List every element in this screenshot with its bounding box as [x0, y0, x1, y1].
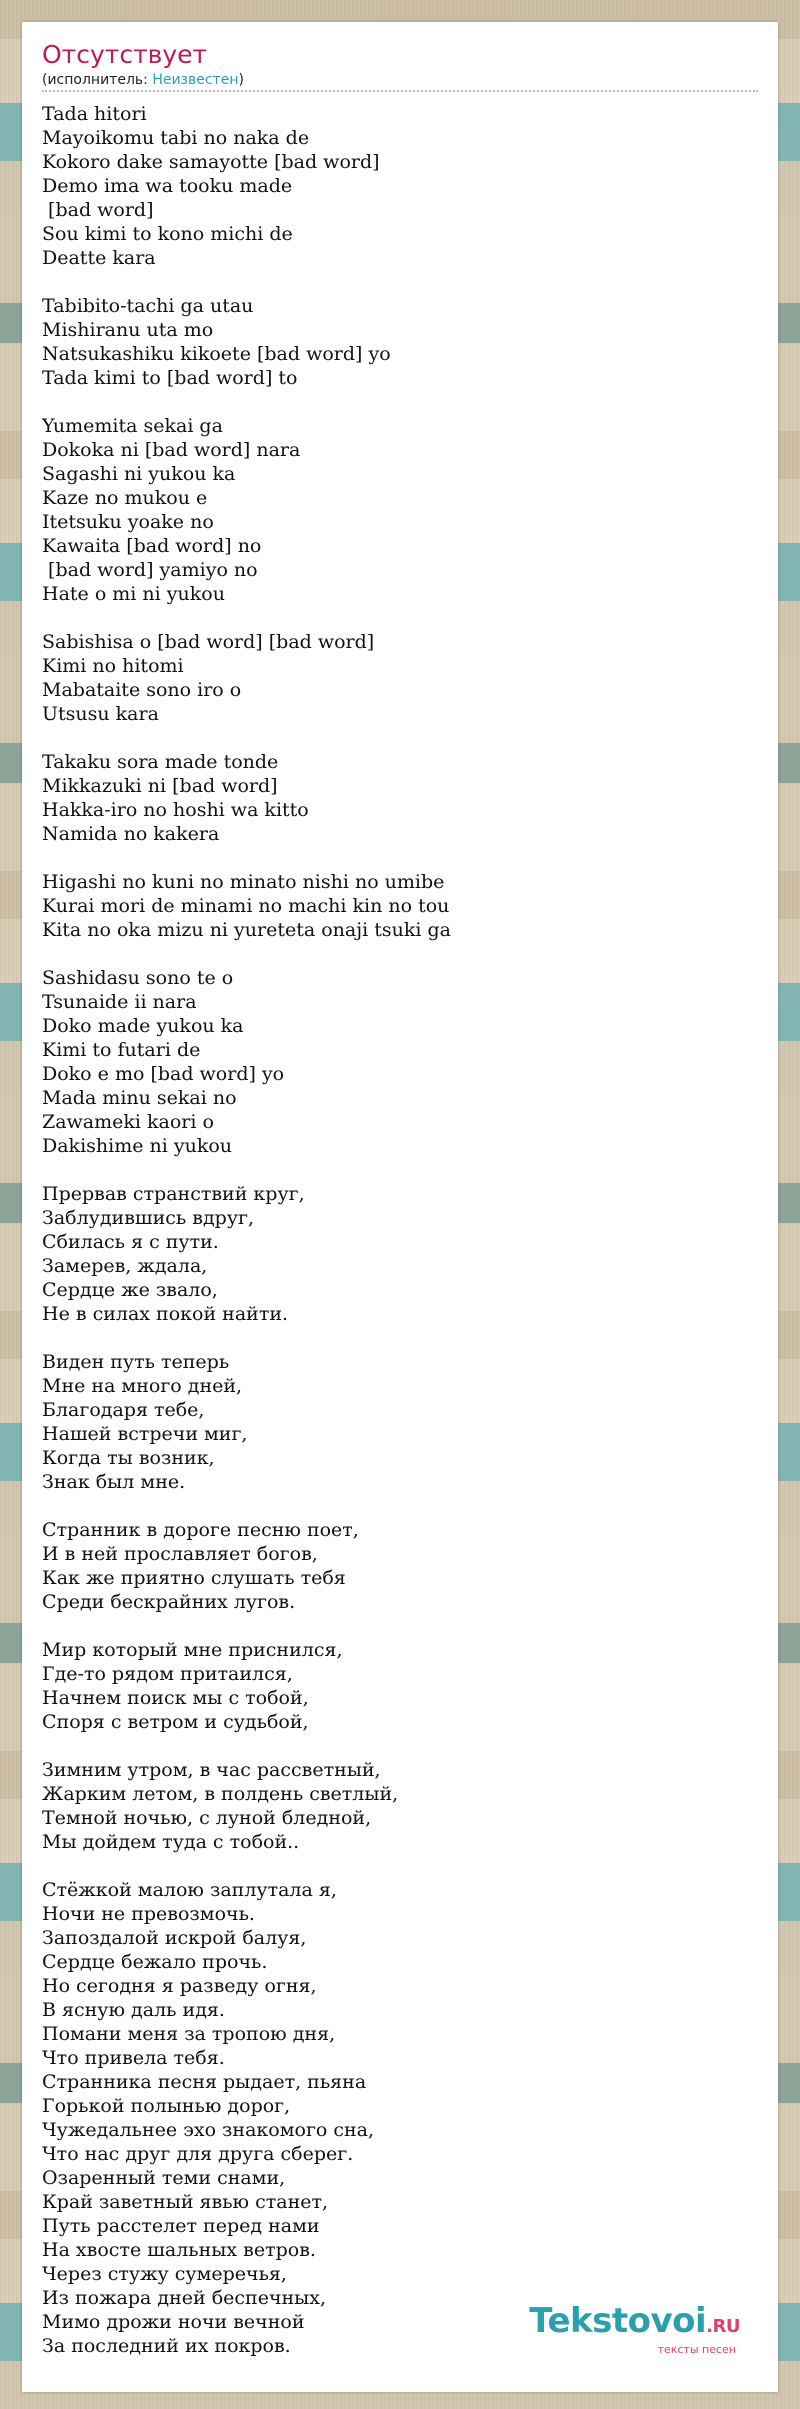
lyrics-line: Kokoro dake samayotte [bad word] [42, 151, 380, 173]
artist-suffix: ) [238, 72, 244, 88]
lyrics-stanza [42, 102, 758, 270]
lyrics-line: Yumemita sekai ga [42, 415, 223, 437]
lyrics-line: Mada minu sekai no [42, 1087, 237, 1109]
lyrics-line: Путь расстелет перед нами [42, 2215, 320, 2237]
lyrics-line: Demo ima wa tooku made [42, 175, 293, 197]
lyrics-line: Zawameki kaori o [42, 1111, 214, 1133]
lyrics-line: Сердце же звало, [42, 1279, 218, 1301]
lyrics-line: Natsukashiku kikoete [bad word] yo [42, 343, 391, 365]
lyrics-line: Странник в дороге песню поет, [42, 1519, 359, 1541]
lyrics-line: [bad word] yamiyo no [42, 559, 258, 581]
lyrics-line: В ясную даль идя. [42, 1999, 225, 2021]
lyrics-line: Tsunaide ii nara [42, 991, 197, 1013]
lyrics-line: Mayoikomu tabi no naka de [42, 127, 310, 149]
lyrics-stanza [42, 294, 758, 390]
lyrics-line: Takaku sora made tonde [42, 751, 279, 773]
lyrics-line: Озаренный теми снами, [42, 2167, 286, 2189]
lyrics-line: Как же приятно слушать тебя [42, 1567, 346, 1589]
lyrics-line: Kita no oka mizu ni yureteta onaji tsuki ga [42, 919, 451, 941]
lyrics-line: Dakishime ni yukou [42, 1135, 233, 1157]
lyrics-line: Что нас друг для друга сберег. [42, 2143, 354, 2165]
lyrics-line: На хвосте шальных ветров. [42, 2239, 316, 2261]
lyrics-line: Стёжкой малою заплутала я, [42, 1879, 337, 1901]
lyrics-line: Tada hitori [42, 103, 147, 125]
logo-name: Tekstovoi [529, 2301, 707, 2341]
lyrics-line: За последний их покров. [42, 2335, 291, 2357]
lyrics-line: Tabibito-tachi ga utau [42, 295, 254, 317]
lyrics-line: Запоздалой искрой балуя, [42, 1927, 307, 1949]
artist-link[interactable]: Неизвестен [152, 72, 239, 88]
lyrics-line: Itetsuku yoake no [42, 511, 214, 533]
lyrics-line: Нашей встречи миг, [42, 1423, 248, 1445]
lyrics-stanza [42, 630, 758, 726]
lyrics-line: Sabishisa o [bad word] [bad word] [42, 631, 375, 653]
lyrics-line: Dokoka ni [bad word] nara [42, 439, 301, 461]
lyrics-line: Где-то рядом притаился, [42, 1663, 293, 1685]
lyrics-line: Utsusu kara [42, 703, 159, 725]
lyrics-line: Заблудившись вдруг, [42, 1207, 254, 1229]
lyrics-line: Hate o mi ni yukou [42, 583, 225, 605]
lyrics-line: Замерев, ждала, [42, 1255, 208, 1277]
lyrics-line: Deatte kara [42, 247, 156, 269]
lyrics-line: Край заветный явью станет, [42, 2191, 329, 2213]
lyrics-line: Kawaita [bad word] no [42, 535, 262, 557]
lyrics-body [42, 102, 758, 2358]
lyrics-line: Темной ночью, с луной бледной, [42, 1807, 372, 1829]
lyrics-line: Doko e mo [bad word] yo [42, 1063, 285, 1085]
artist-line [42, 72, 244, 88]
song-title: Отсутствует [42, 40, 208, 69]
lyrics-line: Higashi no kuni no minato nishi no umibe [42, 871, 445, 893]
logo-tagline: тексты песен [657, 2343, 736, 2356]
lyrics-line: Мы дойдем туда с тобой.. [42, 1831, 300, 1853]
lyrics-line: Начнем поиск мы с тобой, [42, 1687, 309, 1709]
lyrics-card [22, 22, 778, 2392]
lyrics-line: Сбилась я с пути. [42, 1231, 219, 1253]
lyrics-line: Kurai mori de minami no machi kin no tou [42, 895, 450, 917]
lyrics-line: Но сегодня я разведу огня, [42, 1975, 317, 1997]
lyrics-line: И в ней прославляет богов, [42, 1543, 318, 1565]
lyrics-line: Мимо дрожи ночи вечной [42, 2311, 305, 2333]
logo-wordmark [529, 2303, 740, 2345]
lyrics-stanza [42, 750, 758, 846]
lyrics-stanza [42, 1182, 758, 1326]
lyrics-stanza [42, 966, 758, 1158]
lyrics-line: Kimi to futari de [42, 1039, 201, 1061]
lyrics-line: Мир который мне приснился, [42, 1639, 343, 1661]
lyrics-line: Kaze no mukou e [42, 487, 208, 509]
lyrics-line: Среди бескрайних лугов. [42, 1591, 296, 1613]
lyrics-line: Sou kimi to kono michi de [42, 223, 293, 245]
lyrics-line: Hakka-iro no hoshi wa kitto [42, 799, 309, 821]
lyrics-line: Чужедальнее эхо знакомого сна, [42, 2119, 375, 2141]
lyrics-line: Mishiranu uta mo [42, 319, 214, 341]
lyrics-line: Мне на много дней, [42, 1375, 243, 1397]
lyrics-line: Благодаря тебе, [42, 1399, 205, 1421]
lyrics-stanza [42, 1878, 758, 2358]
lyrics-stanza [42, 414, 758, 606]
lyrics-line: Mabataite sono iro o [42, 679, 242, 701]
lyrics-line: Namida no kakera [42, 823, 220, 845]
title-divider [42, 90, 758, 92]
lyrics-line: Странника песня рыдает, пьяна [42, 2071, 367, 2093]
lyrics-line: Doko made yukou ka [42, 1015, 244, 1037]
lyrics-line: Не в силах покой найти. [42, 1303, 289, 1325]
lyrics-line: Когда ты возник, [42, 1447, 215, 1469]
lyrics-line: Сердце бежало прочь. [42, 1951, 268, 1973]
lyrics-line: Sagashi ni yukou ka [42, 463, 236, 485]
lyrics-line: Жарким летом, в полдень светлый, [42, 1783, 399, 1805]
lyrics-line: Виден путь теперь [42, 1351, 230, 1373]
lyrics-line: Tada kimi to [bad word] to [42, 367, 298, 389]
site-logo[interactable] [529, 2303, 740, 2356]
lyrics-line: Прервав странствий круг, [42, 1183, 305, 1205]
logo-tld: .RU [706, 2316, 740, 2337]
lyrics-line: Kimi no hitomi [42, 655, 184, 677]
artist-prefix: (исполнитель: [42, 72, 153, 88]
lyrics-line: Горькой полынью дорог, [42, 2095, 291, 2117]
lyrics-line: Помани меня за тропою дня, [42, 2023, 336, 2045]
lyrics-line: [bad word] [42, 199, 154, 221]
lyrics-stanza [42, 870, 758, 942]
lyrics-line: Sashidasu sono te o [42, 967, 234, 989]
lyrics-stanza [42, 1350, 758, 1494]
lyrics-line: Через стужу сумеречья, [42, 2263, 287, 2285]
lyrics-line: Зимним утром, в час рассветный, [42, 1759, 381, 1781]
lyrics-line: Из пожара дней беспечных, [42, 2287, 327, 2309]
lyrics-stanza [42, 1758, 758, 1854]
lyrics-line: Mikkazuki ni [bad word] [42, 775, 278, 797]
lyrics-line: Ночи не превозмочь. [42, 1903, 255, 1925]
lyrics-stanza [42, 1638, 758, 1734]
lyrics-stanza [42, 1518, 758, 1614]
lyrics-line: Знак был мне. [42, 1471, 186, 1493]
lyrics-line: Что привела тебя. [42, 2047, 225, 2069]
lyrics-line: Споря с ветром и судьбой, [42, 1711, 309, 1733]
